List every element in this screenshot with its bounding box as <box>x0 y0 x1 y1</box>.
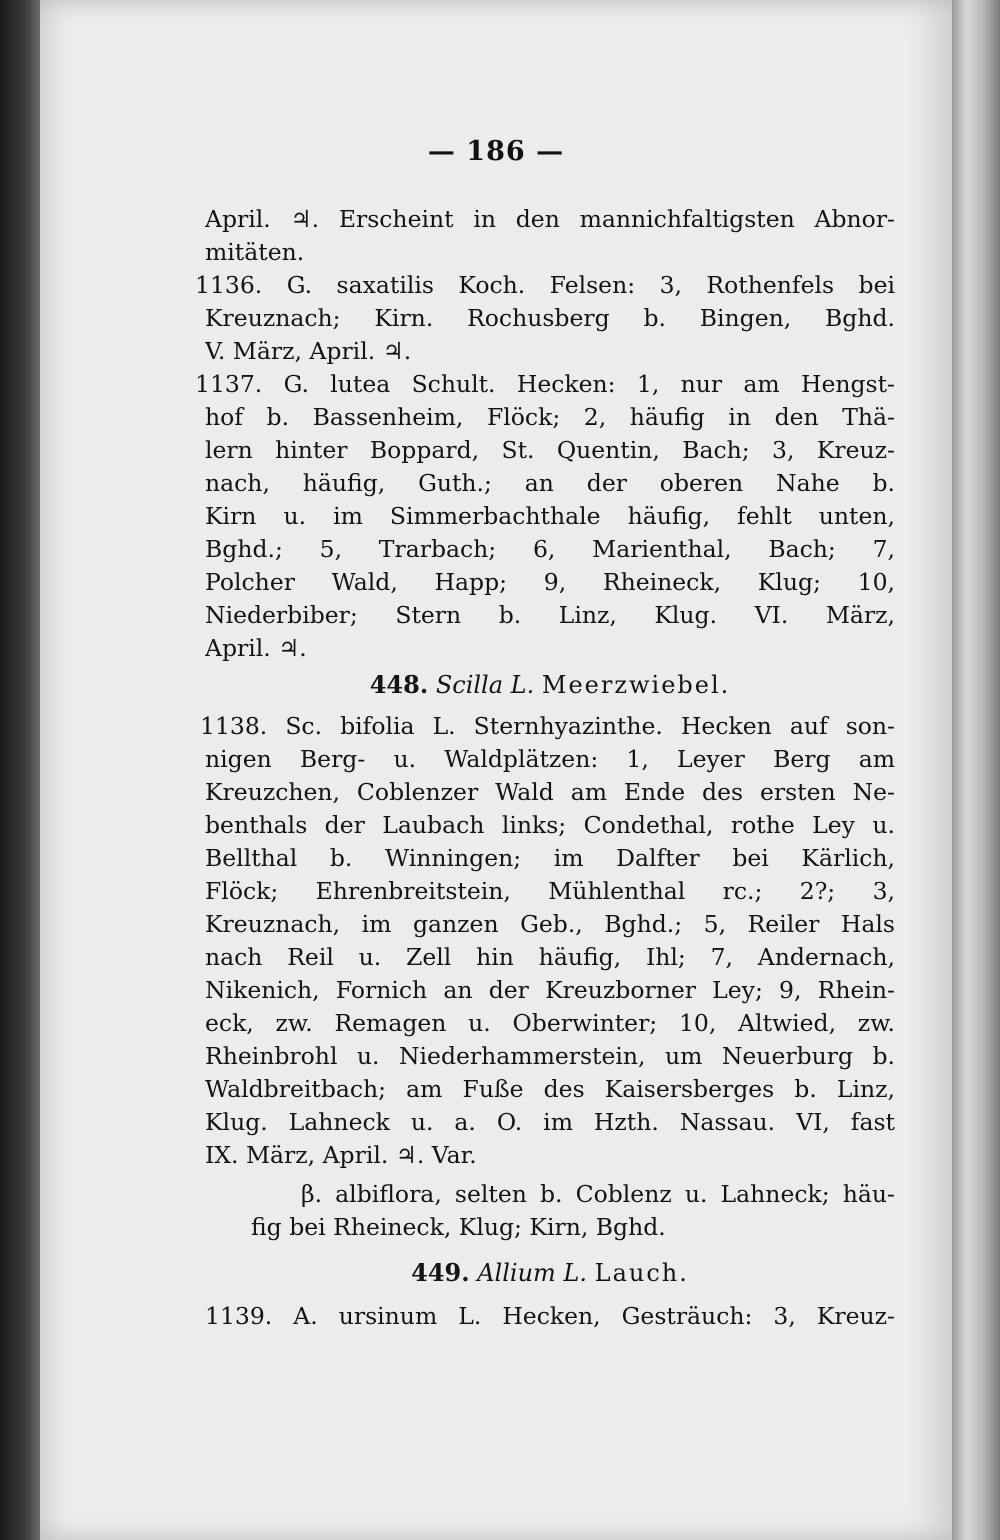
text-line: fig bei Rheineck, Klug; Kirn, Bghd. <box>251 1213 666 1241</box>
section-german-name: Lauch. <box>594 1259 689 1287</box>
text-line: April. ♃. Erscheint in den mannichfaltigsten Abnor- <box>205 205 895 233</box>
book-gutter <box>952 0 1000 1540</box>
text-line: Kreuznach, im ganzen Geb., Bghd.; 5, Reiler Hals <box>205 910 895 938</box>
text-line: Bghd.; 5, Trarbach; 6, Marienthal, Bach; 7, <box>205 535 895 563</box>
entry-1138: 1138. Sc. bifolia L. Sternhyazinthe. Hecken auf son- <box>200 712 895 740</box>
text-line: hof b. Bassenheim, Flöck; 2, häufig in den Thä- <box>205 403 895 431</box>
text-line: Polcher Wald, Happ; 9, Rheineck, Klug; 10, <box>205 568 895 596</box>
entry-1136: 1136. G. saxatilis Koch. Felsen: 3, Rothenfels bei <box>195 271 895 299</box>
text-line: Rheinbrohl u. Niederhammerstein, um Neuerburg b. <box>205 1042 895 1070</box>
text-line: Flöck; Ehrenbreitstein, Mühlenthal rc.; 2?; 3, <box>205 877 895 905</box>
text-line: Kreuzchen, Coblenzer Wald am Ende des ersten Ne- <box>205 778 895 806</box>
text-line: V. März, April. ♃. <box>205 337 412 365</box>
page-number: — 186 — <box>427 136 565 167</box>
text-line: nigen Berg- u. Waldplätzen: 1, Leyer Berg am <box>205 745 895 773</box>
book-left-edge <box>0 0 40 1540</box>
section-number: 448. <box>369 670 429 699</box>
text-line: Niederbiber; Stern b. Linz, Klug. VI. März, <box>205 601 895 629</box>
text-line: benthals der Laubach links; Condethal, rothe Ley u. <box>205 811 895 839</box>
section-genus: Scilla L. <box>435 671 535 699</box>
text-line: IX. März, April. ♃. Var. <box>205 1141 477 1169</box>
text-line: nach, häufig, Guth.; an der oberen Nahe b. <box>205 469 895 497</box>
page-body <box>195 203 895 1333</box>
section-genus: Allium L. <box>477 1259 587 1287</box>
section-german-name: Meerzwiebel. <box>541 671 731 699</box>
text-line: mitäten. <box>205 238 305 266</box>
section-heading-448 <box>205 668 895 702</box>
text-line: Klug. Lahneck u. a. O. im Hzth. Nassau. VI, fast <box>205 1108 895 1136</box>
section-heading-449 <box>205 1256 895 1290</box>
text-line: Kirn u. im Simmerbachthale häufig, fehlt unten, <box>205 502 895 530</box>
text-line: Waldbreitbach; am Fuße des Kaisersberges b. Linz, <box>205 1075 895 1103</box>
entry-1139: 1139. A. ursinum L. Hecken, Gesträuch: 3, Kreuz- <box>205 1302 895 1330</box>
section-number: 449. <box>411 1258 470 1287</box>
text-line: lern hinter Boppard, St. Quentin, Bach; 3, Kreuz- <box>205 436 895 464</box>
variety-beta: β. albiflora, selten b. Coblenz u. Lahneck; häu- <box>301 1180 895 1208</box>
text-line: Nikenich, Fornich an der Kreuzborner Ley; 9, Rhein- <box>205 976 895 1004</box>
entry-1137: 1137. G. lutea Schult. Hecken: 1, nur am Hengst- <box>195 370 895 398</box>
text-line: Bellthal b. Winningen; im Dalfter bei Kärlich, <box>205 844 895 872</box>
text-line: Kreuznach; Kirn. Rochusberg b. Bingen, Bghd. <box>205 304 895 332</box>
text-line: nach Reil u. Zell hin häufig, Ihl; 7, Andernach, <box>205 943 895 971</box>
text-line: April. ♃. <box>205 634 307 662</box>
text-line: eck, zw. Remagen u. Oberwinter; 10, Altwied, zw. <box>205 1009 895 1037</box>
